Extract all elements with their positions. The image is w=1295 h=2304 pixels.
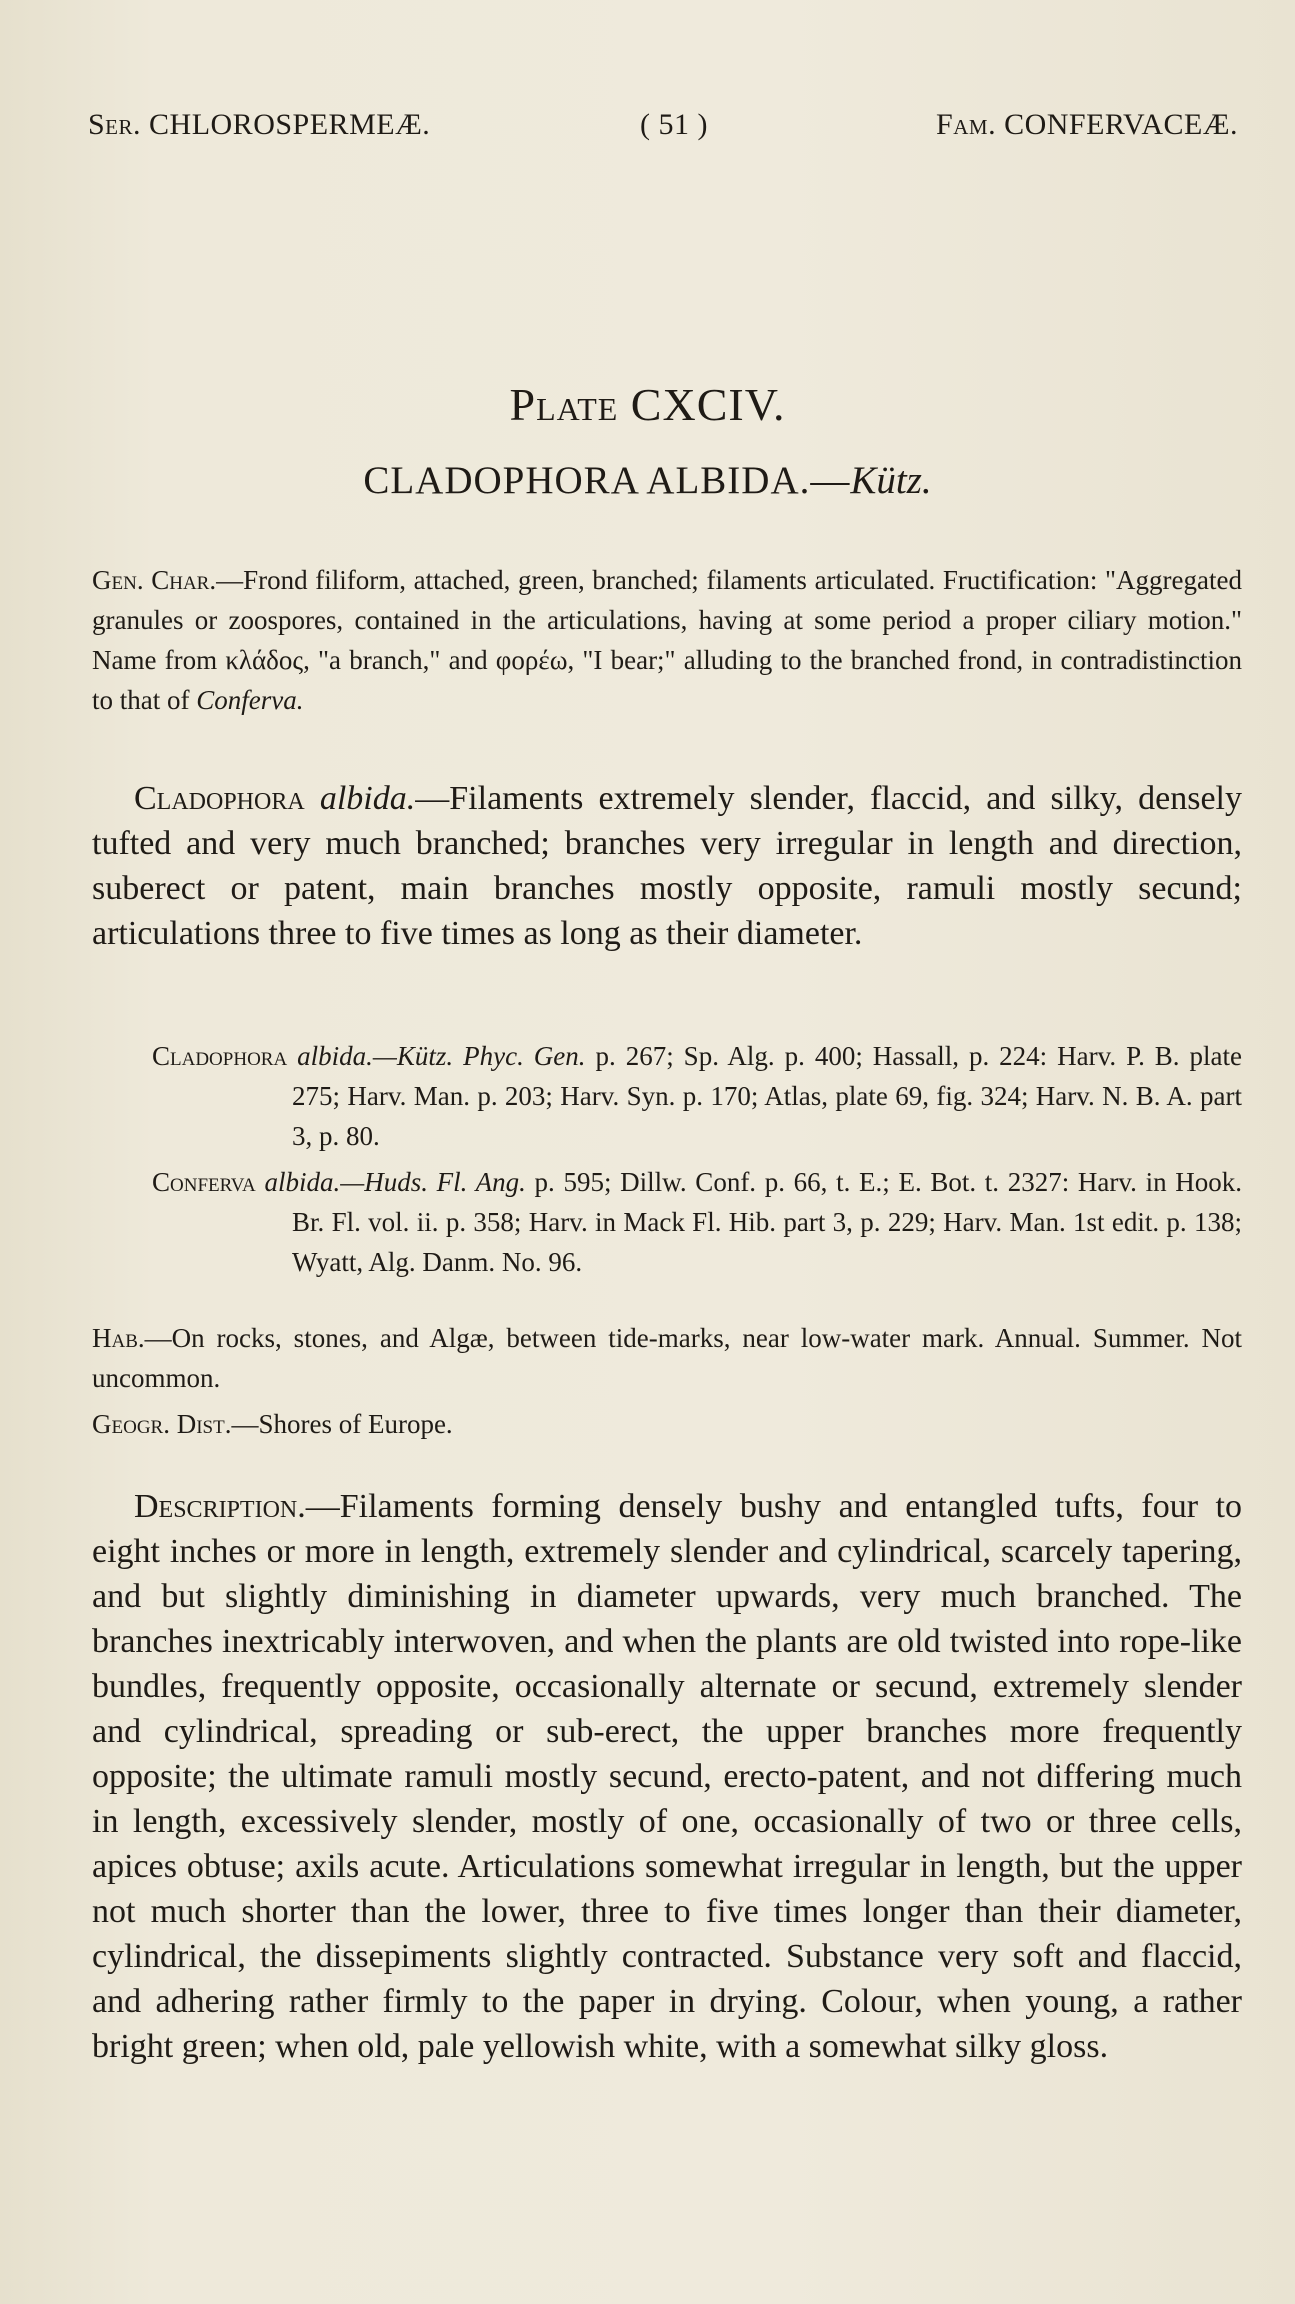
header-series: Ser. CHLOROSPERMEÆ. xyxy=(88,108,431,141)
description-text: —Filaments forming densely bushy and entangled tufts, four to eight inches or more in length, extremely slender and cylindrical, scarcely tapering, and but slightly diminishing in diameter upwards, very much branched. The branches inextricably interwoven, and when the plants are old twisted into rope-like bundles, frequently opposite, occasionally alternate or secund, extremely slender and cylindrical, spreading or sub-erect, the upper branches more frequently opposite; the ultimate ramuli mostly secund, erecto-patent, and not differing much in length, excessively slender, mostly of one, occasionally of two or three cells, apices obtuse; axils acute. Articulations somewhat irregular in length, but the upper not much shorter than the lower, three to five times longer than their diameter, cylindrical, the dissepiments slightly contracted. Substance very soft and flaccid, and adhering rather firmly to the paper in drying. Colour, when young, a rather bright green; when old, pale yellowish white, with a somewhat silky gloss. xyxy=(92,1488,1242,2065)
diagnosis xyxy=(92,776,1242,956)
synonym-epithet: albida.—Kütz. Phyc. Gen. xyxy=(297,1041,586,1071)
geographic-distribution xyxy=(92,1404,1242,1444)
description xyxy=(92,1484,1242,2069)
synonym-epithet: albida.—Huds. Fl. Ang. xyxy=(264,1167,526,1197)
habitat xyxy=(92,1318,1242,1398)
header-family: Fam. CONFERVACEÆ. xyxy=(936,108,1238,141)
diagnosis-genus: Cladophora xyxy=(134,780,305,817)
habitat-text: —On rocks, stones, and Algæ, between tide-marks, near low-water mark. Annual. Summer. Not uncommon. xyxy=(92,1323,1242,1393)
synonymy xyxy=(92,1036,1242,1282)
synonym-entry xyxy=(92,1036,1242,1156)
species-name: CLADOPHORA ALBIDA.— xyxy=(363,459,851,502)
gen-char-label: Gen. Char. xyxy=(92,565,217,595)
description-label: Description. xyxy=(134,1488,306,1525)
generic-character xyxy=(92,560,1242,720)
running-header xyxy=(88,108,1238,148)
synonym-entry xyxy=(92,1162,1242,1282)
distribution-label: Geogr. Dist. xyxy=(92,1409,232,1439)
synonym-refs: p. 595; Dillw. Conf. p. 66, t. E.; E. Bot. t. 2327: Harv. in Hook. Br. Fl. vol. ii. p. 358; Harv. in Mack Fl. Hib. part 3, p. 229; Harv. Man. 1st edit. p. 138; Wyatt, Alg. Danm. No. 96. xyxy=(292,1167,1242,1277)
habitat-label: Hab. xyxy=(92,1323,145,1353)
page-number: ( 51 ) xyxy=(640,108,708,141)
species-title xyxy=(0,458,1295,503)
gen-char-conferva: Conferva. xyxy=(196,685,304,715)
synonym-genus: Conferva xyxy=(152,1167,256,1197)
species-author: Kütz. xyxy=(850,459,932,502)
diagnosis-epithet: albida. xyxy=(319,780,416,817)
synonym-refs: p. 267; Sp. Alg. p. 400; Hassall, p. 224: Harv. P. B. plate 275; Harv. Man. p. 203; Harv. Syn. p. 170; Atlas, plate 69, fig. 324; Harv. N. B. A. part 3, p. 80. xyxy=(292,1041,1242,1151)
gen-char-text: —Frond filiform, attached, green, branched; filaments articulated. Fructification: "Aggregated granules or zoospores, contained in the articulations, having at some period a proper ciliary motion." Name from κλάδος, "a branch," and φορέω, "I bear;" alluding to the branched frond, in contradistinction to that of xyxy=(92,565,1242,715)
diagnosis-text: —Filaments extremely slender, flaccid, and silky, densely tufted and very much branched; branches very irregular in length and direction, suberect or patent, main branches mostly opposite, ramuli mostly secund; articulations three to five times as long as their diameter. xyxy=(92,780,1242,952)
distribution-text: —Shores of Europe. xyxy=(231,1409,453,1439)
plate-title: Plate CXCIV. xyxy=(509,379,786,430)
synonym-genus: Cladophora xyxy=(152,1041,288,1071)
